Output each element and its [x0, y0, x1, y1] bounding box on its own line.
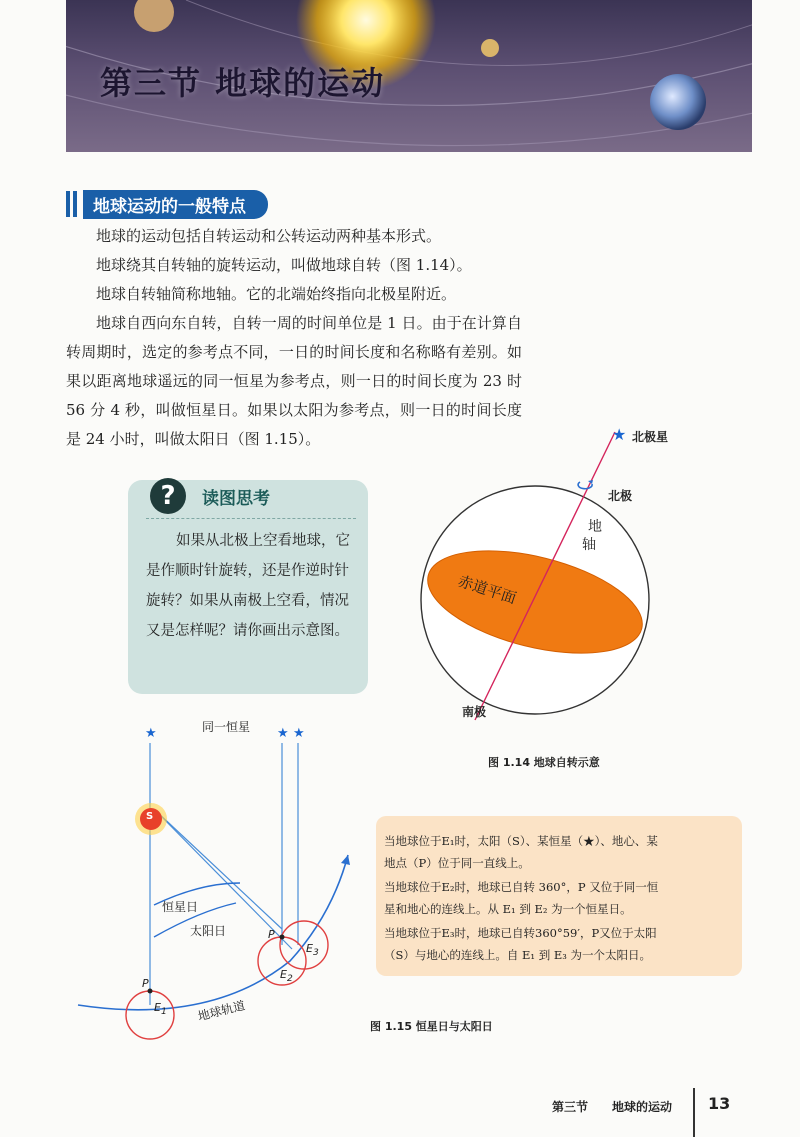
- small-planet-icon: [481, 39, 499, 57]
- paragraph: 地球自西向东自转，自转一周的时间单位是 1 日。由于在计算自转周期时，选定的参考点不同，一日的时间长度和名称略有差别。如果以距离地球遥远的同一恒星为参考点，则一日的时间长度为 23 时 56 分 4 秒，叫做恒星日。如果以太阳为参考点，则一日的时间长度是 24 小时，叫做太阳日（图 1.15）。: [66, 314, 522, 448]
- e3-label: $E_3$: [306, 942, 319, 959]
- e1-label: $E_1$: [154, 1001, 167, 1018]
- solar-day-label: 太阳日: [190, 924, 227, 938]
- sidereal-day-label: 恒星日: [162, 900, 199, 914]
- footer-section: 第三节: [552, 1100, 589, 1114]
- chapter-title: 第三节 地球的运动: [100, 64, 386, 102]
- paragraph: 地球自转轴简称地轴。它的北端始终指向北极星附近。: [96, 285, 457, 303]
- paragraph: 地球绕其自转轴的旋转运动，叫做地球自转（图 1.14）。: [96, 256, 472, 274]
- north-pole-label: 北极: [608, 489, 633, 503]
- same-star-label: 同一恒星: [202, 720, 251, 734]
- heading-bars-icon: [66, 191, 77, 217]
- think-box-text: 如果从北极上空看地球，它是作顺时针旋转，还是作逆时针旋转？如果从南极上空看，情况又是怎样呢？请你画出示意图。: [146, 533, 350, 639]
- axis-label: 轴: [582, 537, 596, 553]
- planet-icon: [134, 0, 174, 32]
- south-pole-label: 南极: [462, 705, 487, 719]
- note-line: 当地球位于E₂时，地球已自转 360°，P 又位于同一恒: [384, 880, 659, 894]
- question-icon: ?: [150, 478, 186, 514]
- e2-label: $E_2$: [280, 968, 293, 985]
- think-box: [128, 480, 368, 694]
- orbit-label: 地球轨道: [196, 998, 247, 1024]
- note-line: 当地球位于E₃时，地球已自转360°59′，P又位于太阳: [384, 926, 657, 940]
- figure-earth-rotation: [420, 420, 680, 730]
- equator-plane-label: 赤道平面: [455, 571, 519, 608]
- note-line: 星和地心的连线上。从 E₁ 到 E₂ 为一个恒星日。: [384, 902, 632, 916]
- figure-14-caption: 图 1.14 地球自转示意: [488, 756, 600, 769]
- figure-sidereal-solar-day: [70, 715, 370, 1045]
- star-icon: ★: [293, 726, 305, 741]
- note-line: 地点（P）位于同一直线上。: [384, 856, 530, 870]
- axis-label: 地: [588, 519, 602, 535]
- footer-divider: [693, 1088, 695, 1137]
- think-box-title: 读图思考: [202, 489, 270, 509]
- polaris-label: 北极星: [632, 430, 669, 444]
- note-box: [376, 816, 742, 976]
- section-heading-label: 地球运动的一般特点: [83, 190, 268, 219]
- section-heading: [66, 190, 268, 218]
- divider: [146, 518, 356, 519]
- figure-15-caption: 图 1.15 恒星日与太阳日: [370, 1020, 493, 1033]
- p-label: P: [268, 928, 275, 941]
- earth-icon: [650, 74, 706, 130]
- star-icon: ★: [145, 726, 157, 741]
- paragraph: 地球的运动包括自转运动和公转运动两种基本形式。: [96, 227, 442, 245]
- page-number: 13: [708, 1094, 731, 1113]
- note-line: 当地球位于E₁时，太阳（S）、某恒星（★）、地心、某: [384, 834, 658, 848]
- sun-label: S: [146, 811, 154, 822]
- footer-title: 地球的运动: [612, 1100, 673, 1114]
- p-label: P: [142, 977, 149, 990]
- note-line: （S）与地心的连线上。自 E₁ 到 E₃ 为一个太阳日。: [384, 948, 652, 962]
- polaris-star-icon: ★: [612, 425, 627, 444]
- chapter-banner: [66, 0, 752, 152]
- star-icon: ★: [277, 726, 289, 741]
